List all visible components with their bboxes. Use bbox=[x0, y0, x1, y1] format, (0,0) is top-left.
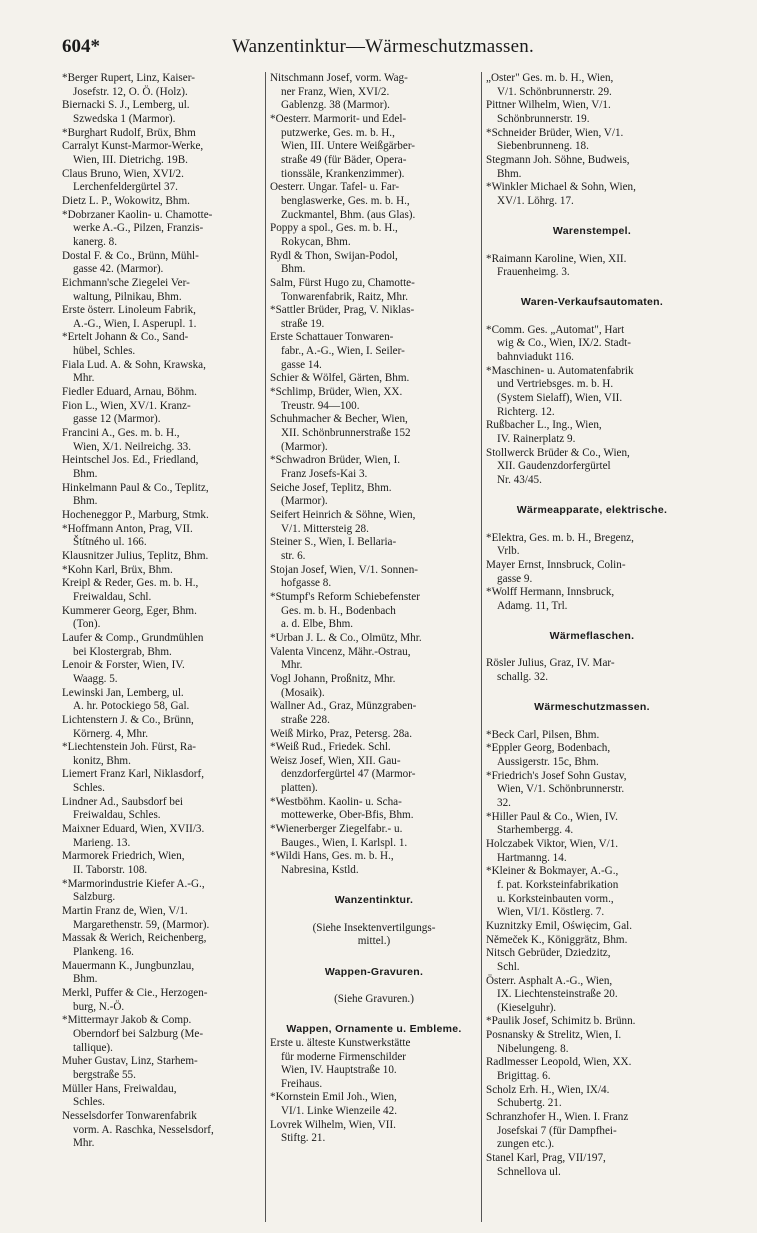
entry-line: *Dobrzaner Kaolin- u. Chamotte- bbox=[62, 208, 213, 221]
entry-continuation: Schles. bbox=[73, 782, 105, 795]
entry-line: Salm, Fürst Hugo zu, Chamotte- bbox=[270, 276, 415, 289]
entry-line: Kreipl & Reder, Ges. m. b. H., bbox=[62, 577, 199, 590]
entry-line: *Schneider Brüder, Wien, V/1. bbox=[486, 126, 624, 139]
entry-line: Holczabek Viktor, Wien, V/1. bbox=[486, 837, 619, 850]
entry-line: *Paulik Josef, Schimitz b. Brünn. bbox=[486, 1015, 636, 1028]
entry-continuation: Adamg. 11, Trl. bbox=[497, 599, 568, 612]
entry-line: Fion L., Wien, XV/1. Kranz- bbox=[62, 399, 191, 412]
entry-line: Fiedler Eduard, Arnau, Böhm. bbox=[62, 386, 197, 399]
entry-line: *Urban J. L. & Co., Olmütz, Mhr. bbox=[270, 631, 422, 644]
entry-continuation: V/1. Mittersteig 28. bbox=[281, 522, 369, 535]
entry-line: Österr. Asphalt A.-G., Wien, bbox=[486, 974, 613, 987]
spacer bbox=[270, 979, 478, 993]
entry-continuation: Brigittag. 6. bbox=[497, 1070, 551, 1083]
entry-continuation: Siebenbrunneng. 18. bbox=[497, 140, 589, 153]
spacer bbox=[486, 209, 698, 223]
entry-continuation: Frauenheimg. 3. bbox=[497, 266, 570, 279]
entry-line: *Wienerberger Ziegelfabr.- u. bbox=[270, 823, 403, 836]
entry-line: Posnansky & Strelitz, Wien, I. bbox=[486, 1029, 622, 1042]
entry-line: Mauermann K., Jungbunzlau, bbox=[62, 959, 195, 972]
spacer bbox=[486, 239, 698, 253]
entry-line: Kuznitzky Emil, Oświęcim, Gal. bbox=[486, 919, 633, 932]
entry-line: Dostal F. & Co., Brünn, Mühl- bbox=[62, 249, 199, 262]
entry-continuation: str. 6. bbox=[281, 549, 306, 562]
entry-continuation: bei Klostergrab, Bhm. bbox=[73, 645, 172, 658]
entry-line: *Burghart Rudolf, Brüx, Bhm bbox=[62, 126, 196, 139]
entry-line: Klausnitzer Julius, Teplitz, Bhm. bbox=[62, 549, 209, 562]
entry-line: *Wildi Hans, Ges. m. b. H., bbox=[270, 850, 394, 863]
entry-continuation: tallique). bbox=[73, 1041, 113, 1054]
entry-continuation: konitz, Bhm. bbox=[73, 754, 131, 767]
section-heading: Wärmeapparate, elektrische. bbox=[516, 504, 668, 517]
entry-line: *Beck Carl, Pilsen, Bhm. bbox=[486, 728, 600, 741]
entry-continuation: XV/1. Löhrg. 17. bbox=[497, 194, 574, 207]
entry-line: *Hoffmann Anton, Prag, VII. bbox=[62, 522, 193, 535]
entry-line: Lindner Ad., Saubsdorf bei bbox=[62, 795, 183, 808]
spacer bbox=[486, 280, 698, 294]
entry-continuation: Ges. m. b. H., Bodenbach bbox=[281, 604, 396, 617]
entry-line: Oesterr. Ungar. Tafel- u. Far- bbox=[270, 181, 400, 194]
entry-continuation: burg, N.-Ö. bbox=[73, 1000, 125, 1013]
entry-continuation: straße 228. bbox=[281, 713, 330, 726]
entry-line: Schranzhofer H., Wien. I. Franz bbox=[486, 1111, 629, 1124]
entry-line: Seifert Heinrich & Söhne, Wien, bbox=[270, 509, 416, 521]
entry-continuation: Schubertg. 21. bbox=[497, 1097, 562, 1110]
entry-continuation: Wien, V/1. Schönbrunnerstr. bbox=[497, 783, 625, 796]
entry-line: Merkl, Puffer & Cie., Herzogen- bbox=[62, 986, 208, 999]
entry-continuation: Freiwaldau, Schl. bbox=[73, 590, 152, 603]
entry-continuation: Tonwarenfabrik, Raitz, Mhr. bbox=[281, 290, 408, 303]
spacer bbox=[486, 644, 698, 658]
entry-line: Nesselsdorfer Tonwarenfabrik bbox=[62, 1109, 197, 1122]
entry-continuation: benglaswerke, Ges. m. b. H., bbox=[281, 194, 410, 207]
entry-line: Müller Hans, Freiwaldau, bbox=[62, 1082, 177, 1095]
entry-continuation: Plankeng. 16. bbox=[73, 946, 134, 958]
entry-line: Pittner Wilhelm, Wien, V/1. bbox=[486, 99, 611, 112]
entry-continuation: VI/1. Linke Wienzeile 42. bbox=[281, 1105, 397, 1118]
entry-continuation: (Mosaik). bbox=[281, 686, 325, 699]
entry-line: *Winkler Michael & Sohn, Wien, bbox=[486, 181, 636, 194]
entry-continuation: Wien, VI/1. Köstlerg. 7. bbox=[497, 906, 605, 919]
entry-continuation: Schnellova ul. bbox=[497, 1165, 561, 1178]
entry-line: Carralyt Kunst-Marmor-Werke, bbox=[62, 140, 204, 153]
entry-continuation: straße 49 (für Bäder, Opera- bbox=[281, 153, 407, 166]
entry-continuation: Josefstr. 12, O. Ö. (Holz). bbox=[73, 85, 188, 98]
entry-line: *Marmorindustrie Kiefer A.-G., bbox=[62, 877, 205, 890]
entry-continuation: bahnviadukt 116. bbox=[497, 351, 574, 364]
entry-continuation: werke A.-G., Pilzen, Franzis- bbox=[73, 222, 204, 235]
entry-line: Rösler Julius, Graz, IV. Mar- bbox=[486, 657, 615, 670]
entry-line: Lichtenstern J. & Co., Brünn, bbox=[62, 713, 194, 726]
entry-line: *Ertelt Johann & Co., Sand- bbox=[62, 331, 189, 344]
entry-continuation: Schl. bbox=[497, 960, 520, 973]
entry-line: *Mittermayr Jakob & Comp. bbox=[62, 1014, 192, 1027]
entry-continuation: XII. Gaudenzdorfergürtel bbox=[497, 460, 611, 473]
entry-continuation: XII. Schönbrunnerstraße 152 bbox=[281, 427, 411, 440]
entry-continuation: f. pat. Korksteinfabrikation bbox=[497, 878, 619, 891]
entry-line: *Sattler Brüder, Prag, V. Niklas- bbox=[270, 304, 415, 317]
entry-line: *Westböhm. Kaolin- u. Scha- bbox=[270, 795, 402, 808]
entry-line: Steiner S., Wien, I. Bellaria- bbox=[270, 536, 397, 549]
entry-continuation: IX. Liechtensteinstraße 20. bbox=[497, 988, 618, 1001]
entry-continuation: platten). bbox=[281, 782, 318, 795]
entry-continuation: kanerg. 8. bbox=[73, 235, 118, 248]
entry-line: Erste österr. Linoleum Fabrik, bbox=[62, 304, 196, 317]
entry-line: Marmorek Friedrich, Wien, bbox=[62, 850, 185, 863]
entry-continuation: Bhm. bbox=[73, 495, 98, 508]
entry-line: *Eppler Georg, Bodenbach, bbox=[486, 742, 611, 755]
cross-reference: (Siehe Insektenvertilgungs- bbox=[312, 921, 436, 934]
entry-continuation: Margarethenstr. 59, (Marmor). bbox=[73, 918, 210, 931]
entry-line: Liemert Franz Karl, Niklasdorf, bbox=[62, 768, 204, 781]
page-number: 604* bbox=[62, 36, 100, 57]
entry-line: *Raimann Karoline, Wien, XII. bbox=[486, 252, 627, 265]
entry-continuation: Stiftg. 21. bbox=[281, 1132, 326, 1145]
entry-line: *Elektra, Ges. m. b. H., Bregenz, bbox=[486, 531, 634, 544]
entry-line: Lenoir & Forster, Wien, IV. bbox=[62, 659, 185, 672]
entry-continuation: gasse 9. bbox=[497, 572, 533, 585]
entry-continuation: (Marmor). bbox=[281, 440, 328, 453]
entry-line: Heintschel Jos. Ed., Friedland, bbox=[62, 454, 199, 467]
entry-line: Muher Gustav, Linz, Starhem- bbox=[62, 1055, 198, 1068]
entry-line: Němeček K., Königgrätz, Bhm. bbox=[486, 933, 628, 946]
entry-continuation: 32. bbox=[497, 796, 511, 809]
entry-line: Schier & Wölfel, Gärten, Bhm. bbox=[270, 372, 410, 385]
entry-continuation: Treustr. 94—100. bbox=[281, 399, 360, 412]
entry-continuation: und Vertriebsges. m. b. H. bbox=[497, 378, 614, 391]
entry-line: Hocheneggor P., Marburg, Stmk. bbox=[62, 509, 209, 521]
spacer bbox=[270, 949, 478, 963]
entry-line: *Berger Rupert, Linz, Kaiser- bbox=[62, 72, 195, 84]
entry-line: *Schlimp, Brüder, Wien, XX. bbox=[270, 386, 403, 399]
entry-continuation: Bhm. bbox=[73, 973, 98, 986]
entry-continuation: Josefskai 7 (für Dampfhei- bbox=[497, 1124, 617, 1137]
column-3 bbox=[486, 72, 698, 1222]
entry-line: *Kohn Karl, Brüx, Bhm. bbox=[62, 563, 173, 576]
entry-line: Mayer Ernst, Innsbruck, Colin- bbox=[486, 558, 626, 571]
entry-continuation: Lerchenfeldergürtel 37. bbox=[73, 181, 178, 194]
entry-continuation: Schles. bbox=[73, 1096, 105, 1109]
entry-line: Martin Franz de, Wien, V/1. bbox=[62, 905, 188, 918]
entry-line: Stegmann Joh. Söhne, Budweis, bbox=[486, 153, 630, 166]
entry-line: Dietz L. P., Wokowitz, Bhm. bbox=[62, 194, 190, 207]
entry-line: *Schwadron Brüder, Wien, I. bbox=[270, 454, 401, 467]
entry-continuation: Bhm. bbox=[73, 468, 98, 481]
entry-line: Valenta Vincenz, Mähr.-Ostrau, bbox=[270, 645, 411, 658]
entry-line: *Liechtenstein Joh. Fürst, Ra- bbox=[62, 741, 196, 754]
entry-line: Seiche Josef, Teplitz, Bhm. bbox=[270, 481, 392, 494]
section-heading: Wärmeschutzmassen. bbox=[534, 701, 650, 714]
entry-continuation: (Kieselguhr). bbox=[497, 1001, 557, 1014]
entry-line: Biernacki S. J., Lemberg, ul. bbox=[62, 99, 190, 112]
entry-line: *Hiller Paul & Co., Wien, IV. bbox=[486, 810, 618, 823]
section-heading: Waren-Verkaufsautomaten. bbox=[520, 296, 664, 309]
entry-continuation: Štítného ul. 166. bbox=[73, 536, 147, 549]
entry-continuation: Vrlb. bbox=[497, 545, 520, 558]
entry-line: Hinkelmann Paul & Co., Teplitz, bbox=[62, 481, 209, 494]
entry-line: Kummerer Georg, Eger, Bhm. bbox=[62, 604, 197, 617]
cross-reference: (Siehe Gravuren.) bbox=[334, 992, 414, 1005]
entry-continuation: Nabresina, Kstld. bbox=[281, 864, 359, 877]
entry-line: Eichmann'sche Ziegelei Ver- bbox=[62, 276, 190, 289]
section-heading: Wappen-Gravuren. bbox=[324, 965, 424, 978]
entry-continuation: bergstraße 55. bbox=[73, 1068, 136, 1081]
entry-continuation: Rokycan, Bhm. bbox=[281, 235, 351, 248]
entry-continuation: fabr., A.-G., Wien, I. Seiler- bbox=[281, 345, 405, 358]
entry-continuation: waltung, Pilnikau, Bhm. bbox=[73, 290, 182, 303]
entry-line: Weiß Mirko, Praz, Petersg. 28a. bbox=[270, 727, 413, 740]
entry-continuation: zungen etc.). bbox=[497, 1138, 555, 1151]
entry-line: Rußbacher L., Ing., Wien, bbox=[486, 419, 602, 432]
entry-continuation: Mhr. bbox=[281, 659, 303, 672]
entry-line: *Oesterr. Marmorit- und Edel- bbox=[270, 112, 407, 125]
entry-continuation: hofgasse 8. bbox=[281, 577, 332, 590]
entry-continuation: A. hr. Potockiego 58, Gal. bbox=[73, 700, 190, 713]
entry-line: Massak & Werich, Reichenberg, bbox=[62, 932, 207, 945]
entry-continuation: Mhr. bbox=[73, 1137, 95, 1150]
entry-line: Nitschmann Josef, vorm. Wag- bbox=[270, 72, 408, 84]
section-heading: Wappen, Ornamente u. Embleme. bbox=[286, 1023, 462, 1036]
entry-continuation: IV. Rainerplatz 9. bbox=[497, 433, 576, 445]
entry-continuation: Salzburg. bbox=[73, 891, 116, 904]
spacer bbox=[486, 518, 698, 532]
entry-line: *Weiß Rud., Friedek. Schl. bbox=[270, 741, 391, 754]
entry-continuation: u. Korksteinbauten vorm., bbox=[497, 892, 614, 905]
entry-line: Maixner Eduard, Wien, XVII/3. bbox=[62, 823, 205, 836]
column-divider bbox=[481, 72, 482, 1222]
entry-continuation: Waagg. 5. bbox=[73, 672, 118, 685]
entry-continuation: Freiwaldau, Schles. bbox=[73, 809, 161, 822]
entry-line: Erste Schattauer Tonwaren- bbox=[270, 331, 394, 344]
entry-line: *Kornstein Emil Joh., Wien, bbox=[270, 1091, 397, 1104]
entry-line: Rydl & Thon, Swijan-Podol, bbox=[270, 249, 398, 262]
entry-line: Claus Bruno, Wien, XVI/2. bbox=[62, 167, 184, 180]
entry-continuation: II. Taborstr. 108. bbox=[73, 864, 148, 877]
entry-line: Poppy a spol., Ges. m. b. H., bbox=[270, 222, 398, 235]
entry-line: Erste u. älteste Kunstwerkstätte bbox=[270, 1036, 411, 1049]
entry-continuation: denzdorfergürtel 47 (Marmor- bbox=[281, 768, 416, 781]
entry-continuation: Oberndorf bei Salzburg (Me- bbox=[73, 1027, 204, 1040]
entry-line: Radlmesser Leopold, Wien, XX. bbox=[486, 1056, 632, 1069]
entry-line: Fiala Lud. A. & Sohn, Krawska, bbox=[62, 358, 206, 371]
entry-continuation: Franz Josefs-Kai 3. bbox=[281, 468, 368, 481]
entry-continuation: schallg. 32. bbox=[497, 671, 549, 684]
entry-line: Nitsch Gebrüder, Dziedzitz, bbox=[486, 947, 611, 960]
spacer bbox=[270, 1007, 478, 1021]
entry-continuation: (Marmor). bbox=[281, 495, 328, 508]
entry-line: Laufer & Comp., Grundmühlen bbox=[62, 631, 204, 644]
spacer bbox=[486, 715, 698, 729]
entry-line: Stanel Karl, Prag, VII/197, bbox=[486, 1152, 606, 1165]
column-1 bbox=[62, 72, 260, 1222]
spacer bbox=[486, 310, 698, 324]
entry-line: *Maschinen- u. Automatenfabrik bbox=[486, 364, 634, 377]
entry-continuation: Marieng. 13. bbox=[73, 836, 131, 849]
column-divider bbox=[265, 72, 266, 1222]
entry-line: Schuhmacher & Becher, Wien, bbox=[270, 413, 408, 426]
section-heading: Wärmeflaschen. bbox=[549, 630, 635, 643]
entry-line: *Comm. Ges. „Automat", Hart bbox=[486, 323, 625, 336]
entry-line: Stojan Josef, Wien, V/1. Sonnen- bbox=[270, 563, 418, 576]
entry-continuation: Hartmanng. 14. bbox=[497, 851, 567, 864]
entry-continuation: A.-G., Wien, I. Asperupl. 1. bbox=[73, 317, 197, 330]
entry-continuation: Bhm. bbox=[281, 263, 306, 276]
entry-line: *Friedrich's Josef Sohn Gustav, bbox=[486, 769, 627, 782]
cross-reference: mittel.) bbox=[357, 935, 391, 948]
entry-continuation: Aussigerstr. 15c, Bhm. bbox=[497, 756, 599, 768]
section-heading: Wanzentinktur. bbox=[334, 894, 414, 907]
entry-continuation: (System Sielaff), Wien, VII. bbox=[497, 392, 623, 405]
entry-line: *Stumpf's Reform Schiebefenster bbox=[270, 590, 420, 603]
entry-line: Scholz Erh. H., Wien, IX/4. bbox=[486, 1083, 610, 1096]
entry-continuation: Nibelungeng. 8. bbox=[497, 1042, 569, 1055]
page-title: Wanzentinktur—Wärmeschutzmassen. bbox=[232, 36, 534, 57]
entry-continuation: (Ton). bbox=[73, 618, 101, 631]
entry-continuation: tionssäle, Krankenzimmer). bbox=[281, 167, 405, 180]
directory-columns bbox=[62, 72, 702, 1222]
entry-line: Weisz Josef, Wien, XII. Gau- bbox=[270, 754, 401, 767]
entry-continuation: Starhembergg. 4. bbox=[497, 824, 574, 837]
entry-continuation: Gablenzg. 38 (Marmor). bbox=[281, 99, 390, 112]
entry-continuation: Zuckmantel, Bhm. (aus Glas). bbox=[281, 208, 416, 221]
entry-continuation: für moderne Firmenschilder bbox=[281, 1050, 406, 1063]
entry-continuation: wig & Co., Wien, IX/2. Stadt- bbox=[497, 337, 631, 350]
entry-continuation: Körnerg. 4, Mhr. bbox=[73, 727, 148, 740]
entry-line: *Wolff Hermann, Innsbruck, bbox=[486, 586, 615, 599]
spacer bbox=[270, 908, 478, 922]
entry-line: Lewinski Jan, Lemberg, ul. bbox=[62, 686, 184, 699]
spacer bbox=[486, 685, 698, 699]
column-2 bbox=[270, 72, 478, 1222]
spacer bbox=[486, 614, 698, 628]
entry-continuation: hübel, Schles. bbox=[73, 345, 136, 358]
entry-continuation: Bauges., Wien, I. Karlspl. 1. bbox=[281, 836, 408, 849]
entry-line: Vogl Johann, Proßnitz, Mhr. bbox=[270, 672, 396, 685]
entry-continuation: gasse 12 (Marmor). bbox=[73, 413, 161, 426]
entry-continuation: putzwerke, Ges. m. b. H., bbox=[281, 126, 395, 139]
entry-continuation: Bhm. bbox=[497, 167, 522, 180]
spacer bbox=[486, 488, 698, 502]
entry-line: Lovrek Wilhelm, Wien, VII. bbox=[270, 1118, 396, 1131]
entry-continuation: Wien, III. Dietrichg. 19B. bbox=[73, 153, 188, 166]
entry-line: Wallner Ad., Graz, Münzgraben- bbox=[270, 700, 417, 713]
entry-continuation: mottewerke, Ober-Bfis, Bhm. bbox=[281, 809, 414, 822]
entry-line: *Kleiner & Bokmayer, A.-G., bbox=[486, 865, 619, 878]
entry-continuation: Schönbrunnerstr. 19. bbox=[497, 112, 590, 125]
entry-continuation: Richterg. 12. bbox=[497, 405, 555, 418]
entry-continuation: Nr. 43/45. bbox=[497, 473, 542, 486]
entry-continuation: vorm. A. Raschka, Nesselsdorf, bbox=[73, 1123, 214, 1136]
entry-line: „Oster" Ges. m. b. H., Wien, bbox=[486, 72, 614, 84]
entry-continuation: ner Franz, Wien, XVI/2. bbox=[281, 85, 390, 98]
entry-continuation: gasse 42. (Marmor). bbox=[73, 263, 164, 276]
entry-line: Stollwerck Brüder & Co., Wien, bbox=[486, 446, 630, 459]
entry-continuation: Mhr. bbox=[73, 372, 95, 385]
entry-continuation: gasse 14. bbox=[281, 358, 322, 371]
entry-continuation: Szwedska 1 (Marmor). bbox=[73, 112, 176, 125]
spacer bbox=[270, 878, 478, 892]
entry-continuation: Wien, IV. Hauptstraße 10. bbox=[281, 1064, 397, 1077]
page-header bbox=[62, 30, 722, 64]
entry-continuation: Wien, III. Untere Weißgärber- bbox=[281, 140, 416, 153]
section-heading: Warenstempel. bbox=[552, 225, 632, 238]
entry-continuation: Freihaus. bbox=[281, 1077, 323, 1090]
entry-continuation: Wien, X/1. Neilreichg. 33. bbox=[73, 440, 192, 453]
entry-line: Francini A., Ges. m. b. H., bbox=[62, 427, 180, 440]
entry-continuation: a. d. Elbe, Bhm. bbox=[281, 618, 354, 631]
entry-continuation: V/1. Schönbrunnerstr. 29. bbox=[497, 85, 612, 98]
entry-continuation: straße 19. bbox=[281, 317, 325, 330]
